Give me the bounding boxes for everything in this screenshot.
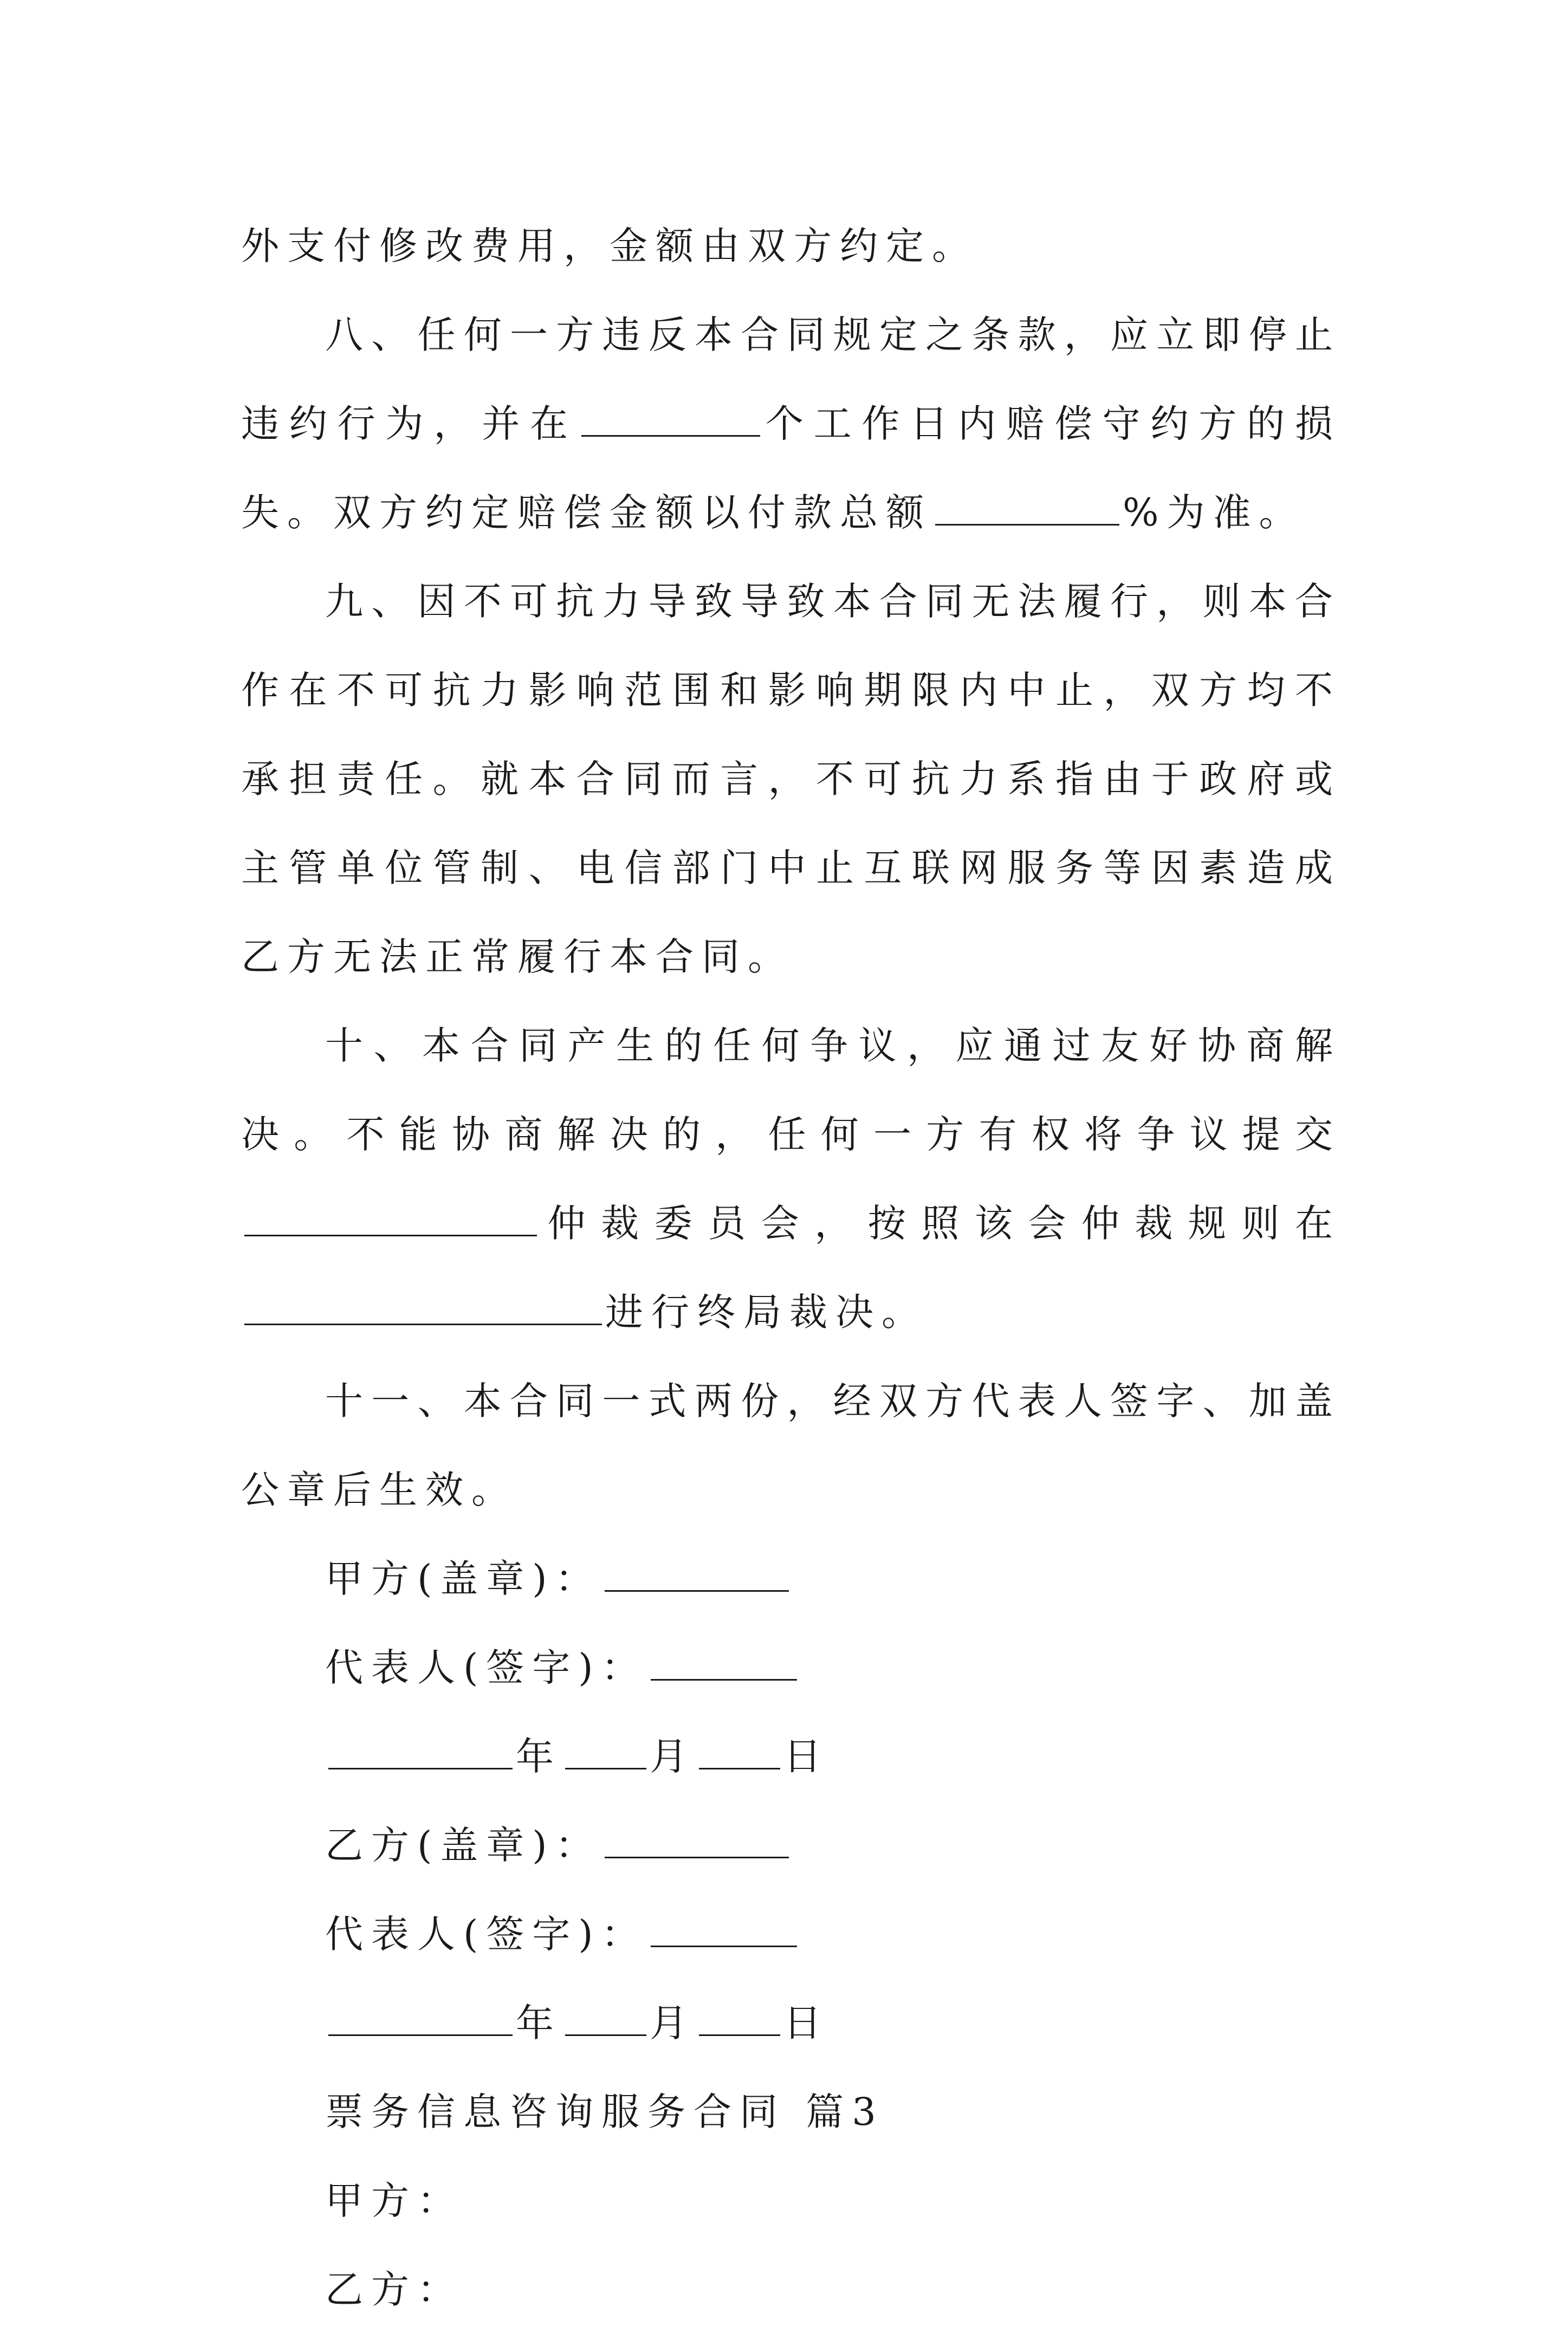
party-a-seal-label: 甲方(盖章)： — [325, 1557, 601, 1601]
clause-8 — [241, 290, 1341, 557]
paragraph-intro-text: 外支付修改费用，金额由双方约定。 — [241, 224, 978, 268]
party-b-rep-line — [241, 1890, 1341, 1979]
clause-11-text: 十一、本合同一式两份，经双方代表人签字、加盖公章后生效。 — [241, 1379, 1341, 1512]
party-a-year-label: 年 — [516, 1734, 562, 1779]
blank-arbitration-place-field — [244, 1292, 602, 1325]
clause-8-text-b: 个工作日内赔偿守约方的损失。双方约定赔偿金额以付款总额 — [241, 401, 1342, 535]
party-b-seal-label: 乙方(盖章)： — [325, 1823, 601, 1868]
clause-10-text-c: 进行终局裁决。 — [605, 1290, 928, 1334]
party-a-year-field — [328, 1736, 513, 1769]
next-party-a-line — [241, 2156, 1341, 2245]
party-b-rep-field — [651, 1914, 797, 1947]
party-b-month-label: 月 — [650, 2001, 696, 2045]
party-a-seal-line — [241, 1534, 1341, 1623]
clause-9-text: 九、因不可抗力导致导致本合同无法履行，则本合作在不可抗力影响范围和影响期限内中止，双方均不承担责任。就本合同而言，不可抗力系指由于政府或主管单位管制、电信部门中止互联网服务等因素造成乙方无法正常履行本合同。 — [241, 579, 1341, 979]
party-a-rep-field — [651, 1648, 797, 1681]
blank-arbitration-body-field — [244, 1203, 537, 1236]
blank-days-field — [581, 404, 760, 437]
party-b-year-label: 年 — [516, 2001, 562, 2045]
next-party-b-label: 乙方： — [325, 2267, 463, 2312]
party-a-day-field — [699, 1736, 780, 1769]
party-b-month-field — [565, 2003, 646, 2036]
document-body — [241, 202, 1341, 2334]
party-a-rep-line — [241, 1623, 1341, 1712]
clause-11 — [241, 1357, 1341, 1534]
clause-10-text-a: 十、本合同产生的任何争议，应通过友好协商解决。不能协商解决的，任何一方有权将争议提交 — [241, 1023, 1341, 1157]
party-b-date-line — [241, 1979, 1341, 2067]
party-a-month-label: 月 — [650, 1734, 696, 1779]
party-b-day-label: 日 — [783, 2001, 830, 2045]
party-b-year-field — [328, 2003, 513, 2036]
party-b-rep-label: 代表人(签字)： — [325, 1912, 647, 1956]
clause-8-text-c: %为准。 — [1123, 490, 1305, 535]
next-contract-title — [241, 2067, 1341, 2156]
party-b-seal-field — [605, 1825, 789, 1858]
clause-10-text-b: 仲裁委员会，按照该会仲裁规则在 — [540, 1201, 1341, 1246]
next-contract-title-text: 票务信息咨询服务合同 篇3 — [325, 2090, 884, 2134]
clause-9 — [241, 557, 1341, 1001]
clause-8-text-a: 八、任何一方违反本合同规定之条款，应立即停止违约行为，并在 — [241, 313, 1341, 446]
clause-10 — [241, 1001, 1341, 1357]
party-a-seal-field — [605, 1559, 789, 1592]
party-a-rep-label: 代表人(签字)： — [325, 1645, 647, 1690]
paragraph-intro — [241, 202, 1341, 290]
party-b-day-field — [699, 2003, 780, 2036]
next-party-b-line — [241, 2245, 1341, 2334]
party-a-date-line — [241, 1712, 1341, 1801]
party-b-seal-line — [241, 1801, 1341, 1890]
party-a-month-field — [565, 1736, 646, 1769]
next-party-a-label: 甲方： — [325, 2179, 463, 2223]
blank-percent-field — [935, 492, 1119, 526]
party-a-day-label: 日 — [783, 1734, 830, 1779]
